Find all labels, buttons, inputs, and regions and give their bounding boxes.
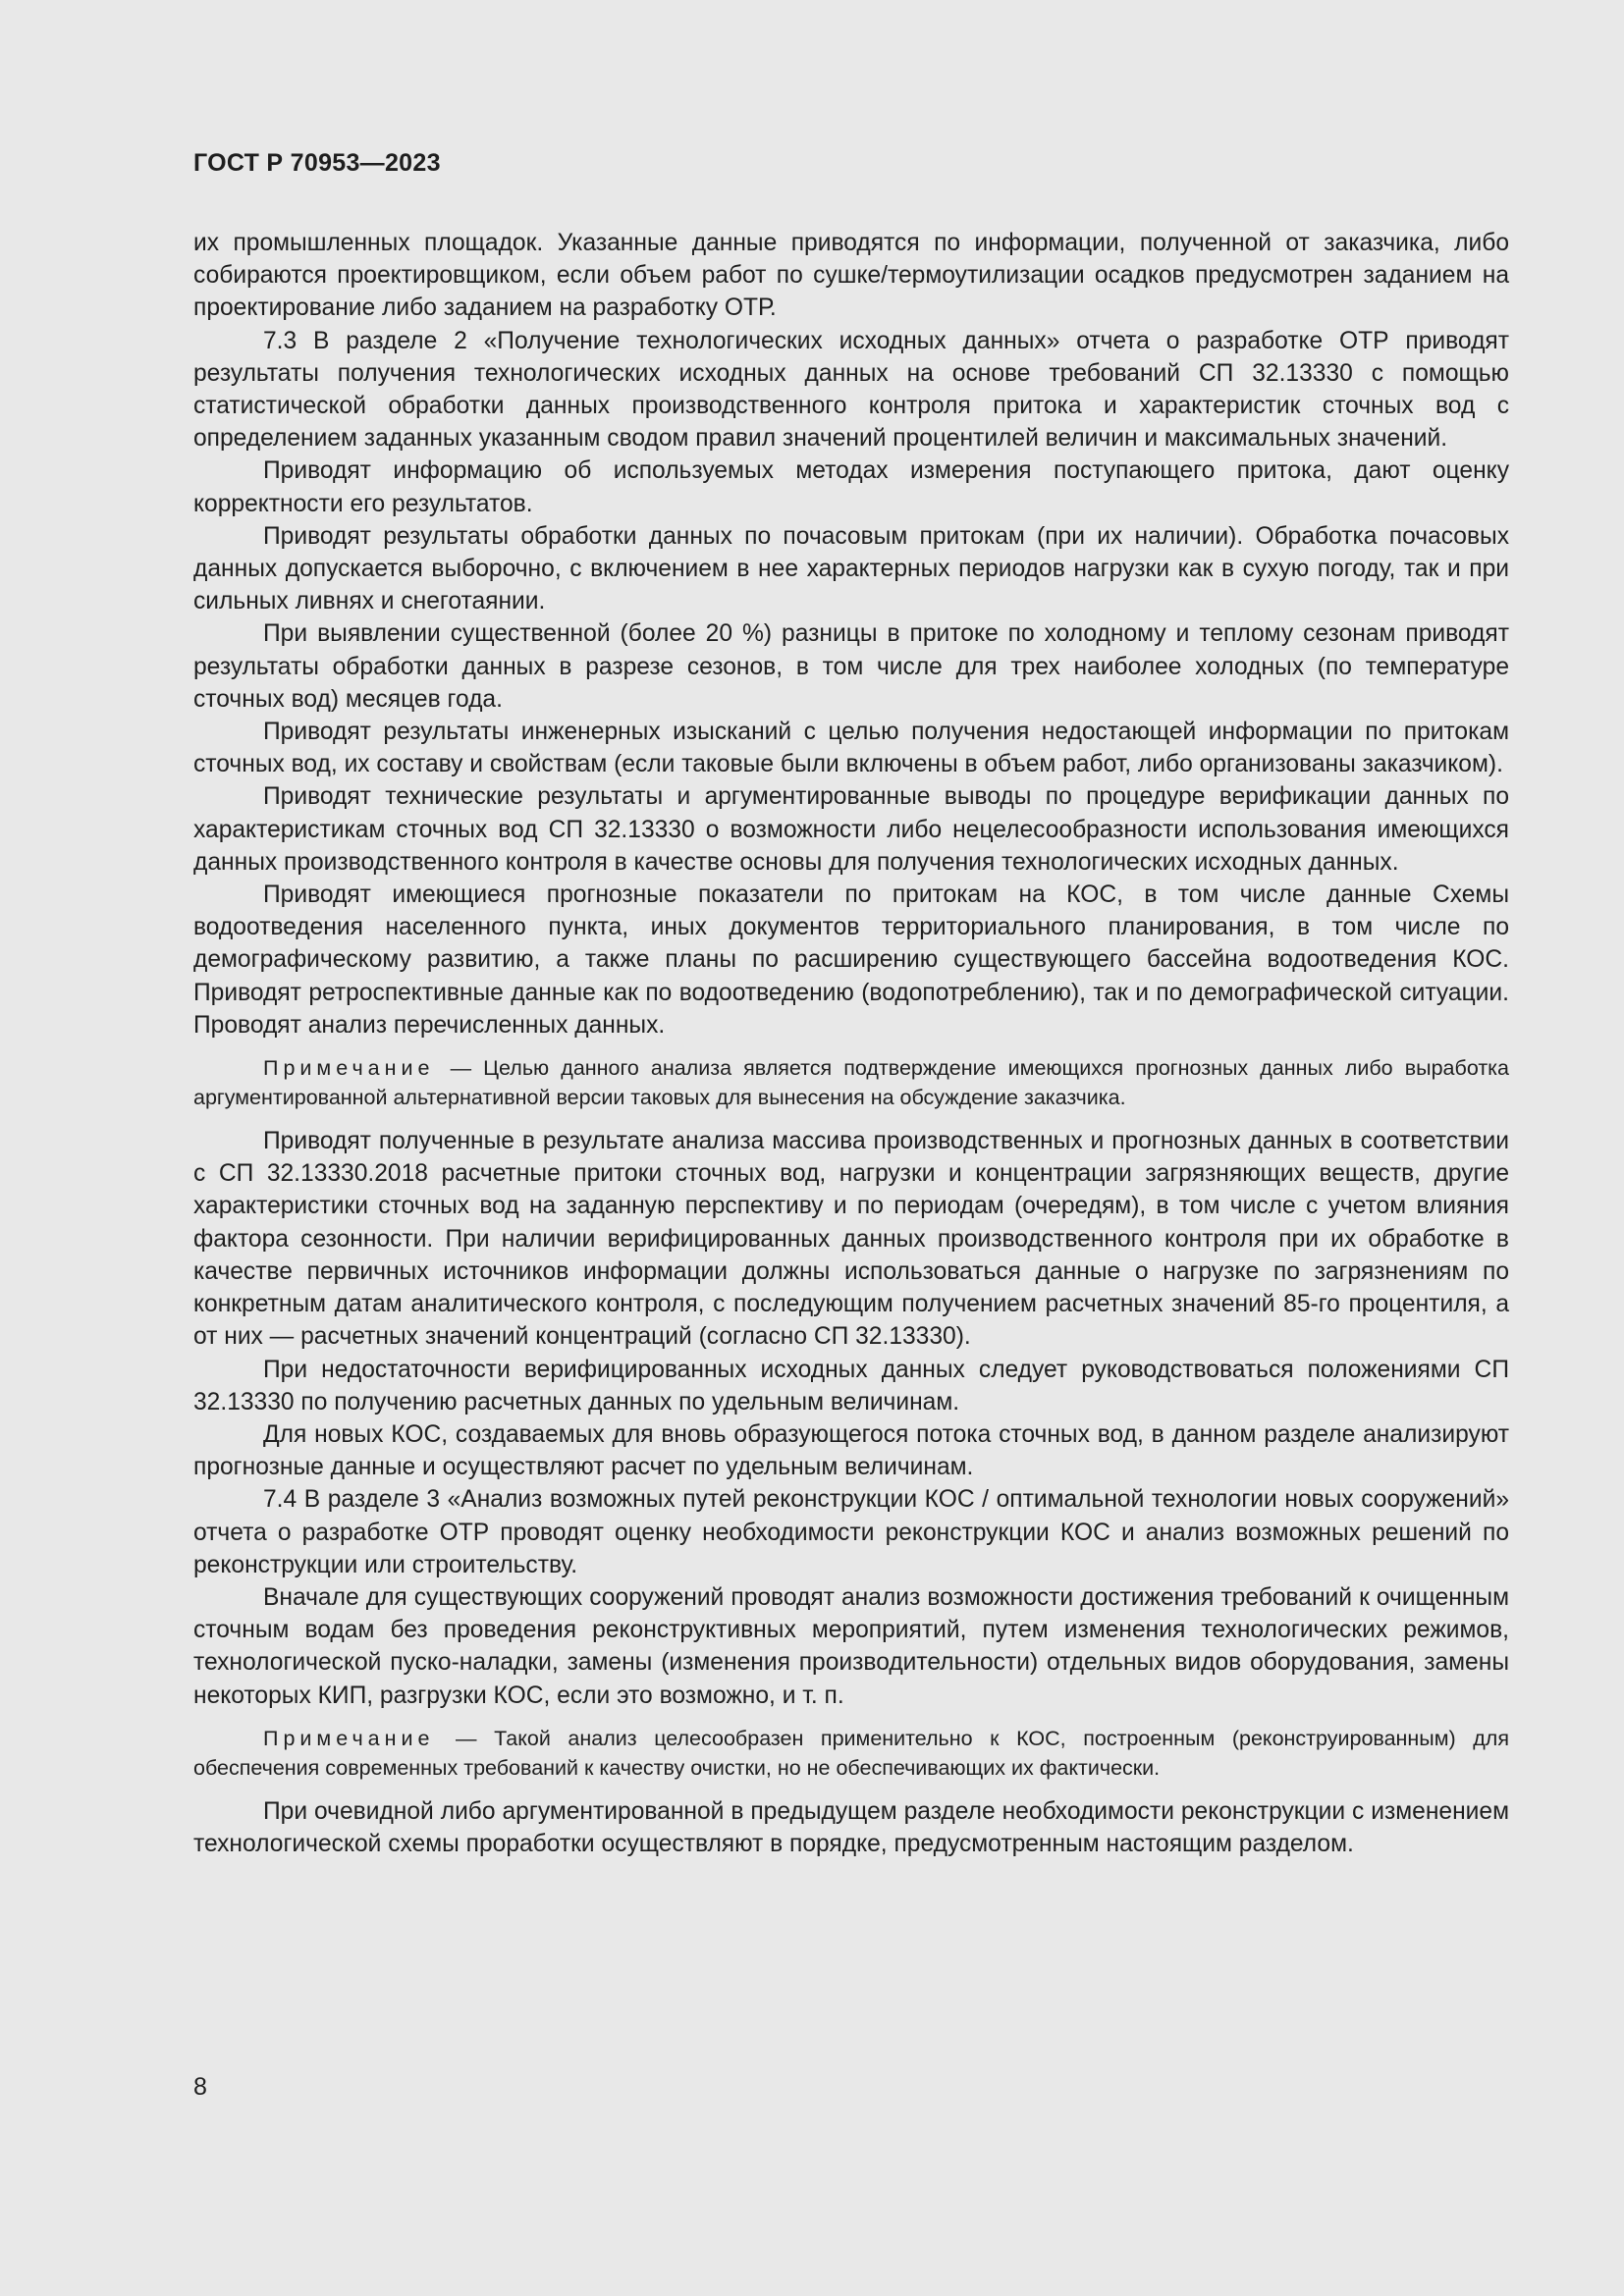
paragraph: Приводят полученные в результате анализа массива производственных и прогнозных данных в соответствии с СП 32.13330.2018 расчетные притоки сточных вод, нагрузки и концентрации загрязняющих веществ, другие характеристики сточных вод на заданную перспективу и по периодам (очередям), в том числе с учетом влияния фактора сезонности. При наличии верифицированных данных производственного контроля при их обработке в качестве первичных источников информации должны использоваться данные о нагрузке по загрязнениям по конкретным датам аналитического контроля, с последующим получением расчетных значений 85-го процентиля, а от них — расчетных значений концентраций (согласно СП 32.13330). bbox=[193, 1128, 1509, 1351]
paragraph: Приводят результаты инженерных изысканий с целью получения недостающей информации по притокам сточных вод, их составу и свойствам (если таковые были включены в объем работ, либо организованы заказчиком). bbox=[193, 719, 1509, 778]
paragraph: При выявлении существенной (более 20 %) разницы в притоке по холодному и теплому сезонам приводят результаты обработки данных в разрезе сезонов, в том числе для трех наиболее холодных (по температуре сточных вод) месяцев года. bbox=[193, 620, 1509, 713]
paragraph-section-7-3: 7.3 В разделе 2 «Получение технологических исходных данных» отчета о разработке ОТР приводят результаты получения технологических исходных данных на основе требований СП 32.13330 с помощью статистической обработки данных производственного контроля притока и характеристик сточных вод с определением заданных указанным сводом правил значений процентилей величин и максимальных значений. bbox=[193, 327, 1509, 453]
paragraph: их промышленных площадок. Указанные данные приводятся по информации, полученной от заказчика, либо собираются проектировщиком, если объем работ по сушке/термоутилизации осадков предусмотрен заданием на проектирование либо заданием на разработку ОТР. bbox=[193, 230, 1509, 322]
paragraph: При очевидной либо аргументированной в предыдущем разделе необходимости реконструкции с изменением технологической схемы проработки осуществляют в порядке, предусмотренным настоящим разделом. bbox=[193, 1797, 1509, 1857]
paragraph: Приводят технические результаты и аргументированные выводы по процедуре верификации данных по характеристикам сточных вод СП 32.13330 о возможности либо нецелесообразности использования имеющихся данных производственного контроля в качестве основы для получения технологических исходных данных. bbox=[193, 783, 1509, 876]
page-number: 8 bbox=[193, 2073, 207, 2101]
paragraph: Приводят информацию об используемых методах измерения поступающего притока, дают оценку корректности его результатов. bbox=[193, 457, 1509, 517]
document-body bbox=[193, 227, 1509, 1860]
note-label: Примечание bbox=[263, 1056, 435, 1081]
paragraph: Для новых КОС, создаваемых для вновь образующегося потока сточных вод, в данном разделе анализируют прогнозные данные и осуществляют расчет по удельным величинам. bbox=[193, 1420, 1509, 1481]
paragraph: При недостаточности верифицированных исходных данных следует руководствоваться положениями СП 32.13330 по получению расчетных данных по удельным величинам. bbox=[193, 1356, 1509, 1415]
note-2 bbox=[193, 1724, 1509, 1783]
paragraph: Вначале для существующих сооружений проводят анализ возможности достижения требований к очищенным сточным водам без проведения реконструктивных мероприятий, путем изменения технологических режимов, технологической пуско-наладки, замены (изменения производительности) отдельных видов оборудования, замены некоторых КИП, разгрузки КОС, если это возможно, и т. п. bbox=[193, 1583, 1509, 1709]
paragraph: Приводят имеющиеся прогнозные показатели по притокам на КОС, в том числе данные Схемы водоотведения населенного пункта, иных документов территориального планирования, в том числе по демографическому развитию, а также планы по расширению существующего бассейна водоотведения КОС. Приводят ретроспективные данные как по водоотведению (водопотреблению), так и по демографической ситуации. Проводят анализ перечисленных данных. bbox=[193, 881, 1509, 1039]
note-label: Примечание bbox=[263, 1726, 435, 1750]
document-header: ГОСТ Р 70953—2023 bbox=[193, 149, 441, 177]
note-text: — Целью данного анализа является подтверждение имеющихся прогнозных данных либо выработка аргументированной альтернативной версии таковых для вынесения на обсуждение заказчика. bbox=[193, 1056, 1509, 1110]
paragraph-section-7-4: 7.4 В разделе 3 «Анализ возможных путей реконструкции КОС / оптимальной технологии новых сооружений» отчета о разработке ОТР проводят оценку необходимости реконструкции КОС и анализ возможных решений по реконструкции или строительству. bbox=[193, 1486, 1509, 1578]
note-1 bbox=[193, 1053, 1509, 1112]
paragraph: Приводят результаты обработки данных по почасовым притокам (при их наличии). Обработка почасовых данных допускается выборочно, с включением в нее характерных периодов нагрузки как в сухую погоду, так и при сильных ливнях и снеготаянии. bbox=[193, 522, 1509, 615]
note-text: — Такой анализ целесообразен применительно к КОС, построенным (реконструированным) для обеспечения современных требований к качеству очистки, но не обеспечивающих их фактически. bbox=[193, 1726, 1509, 1780]
